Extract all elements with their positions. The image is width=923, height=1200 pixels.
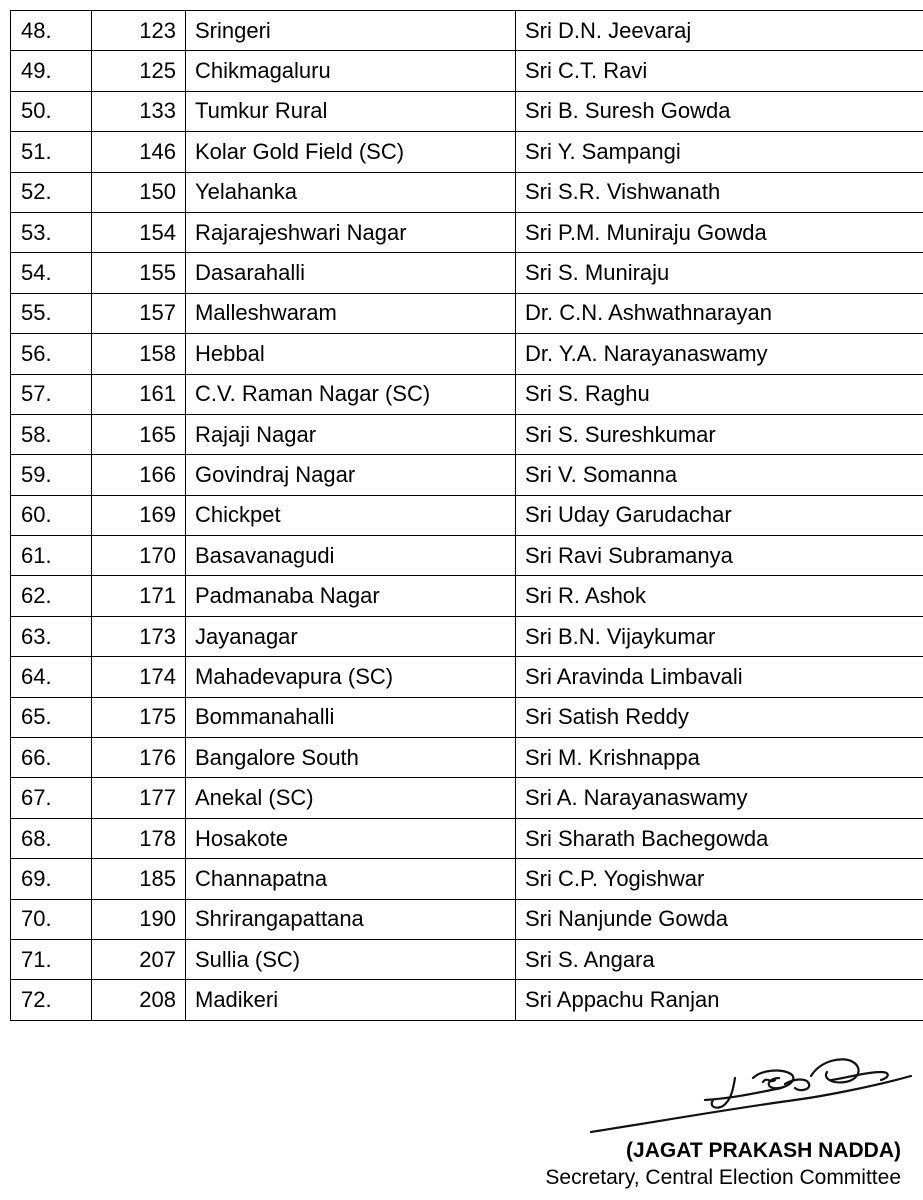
candidate-name-cell: Sri S. Raghu (516, 374, 923, 414)
candidate-name-cell: Sri V. Somanna (516, 455, 923, 495)
constituency-name-cell: Malleshwaram (186, 293, 516, 333)
candidate-name-cell: Sri Ravi Subramanya (516, 536, 923, 576)
serial-number-cell: 68. (11, 818, 92, 858)
serial-number-cell: 67. (11, 778, 92, 818)
constituency-number-cell: 178 (92, 818, 186, 858)
candidate-name-cell: Sri Appachu Ranjan (516, 980, 923, 1020)
candidate-name-cell: Dr. C.N. Ashwathnarayan (516, 293, 923, 333)
table-row (11, 818, 923, 858)
table-row (11, 455, 923, 495)
candidate-name-cell: Sri Satish Reddy (516, 697, 923, 737)
constituency-number-cell: 207 (92, 939, 186, 979)
constituency-number-cell: 157 (92, 293, 186, 333)
serial-number-cell: 55. (11, 293, 92, 333)
constituency-name-cell: C.V. Raman Nagar (SC) (186, 374, 516, 414)
constituency-name-cell: Bangalore South (186, 738, 516, 778)
table-row (11, 253, 923, 293)
constituency-name-cell: Basavanagudi (186, 536, 516, 576)
serial-number-cell: 70. (11, 899, 92, 939)
table-row (11, 576, 923, 616)
constituency-number-cell: 185 (92, 859, 186, 899)
constituency-name-cell: Sringeri (186, 11, 516, 51)
constituency-name-cell: Hebbal (186, 334, 516, 374)
constituency-name-cell: Shrirangapattana (186, 899, 516, 939)
serial-number-cell: 50. (11, 91, 92, 131)
constituency-number-cell: 170 (92, 536, 186, 576)
table-row (11, 657, 923, 697)
constituency-name-cell: Chikmagaluru (186, 51, 516, 91)
serial-number-cell: 66. (11, 738, 92, 778)
candidate-name-cell: Sri P.M. Muniraju Gowda (516, 212, 923, 252)
candidate-list-table-wrapper (10, 10, 923, 1021)
serial-number-cell: 63. (11, 616, 92, 656)
table-row (11, 495, 923, 535)
constituency-name-cell: Bommanahalli (186, 697, 516, 737)
constituency-number-cell: 154 (92, 212, 186, 252)
candidate-name-cell: Sri B.N. Vijaykumar (516, 616, 923, 656)
serial-number-cell: 65. (11, 697, 92, 737)
constituency-name-cell: Mahadevapura (SC) (186, 657, 516, 697)
serial-number-cell: 69. (11, 859, 92, 899)
constituency-number-cell: 174 (92, 657, 186, 697)
constituency-number-cell: 173 (92, 616, 186, 656)
serial-number-cell: 48. (11, 11, 92, 51)
constituency-name-cell: Rajaji Nagar (186, 414, 516, 454)
candidate-name-cell: Sri S.R. Vishwanath (516, 172, 923, 212)
serial-number-cell: 52. (11, 172, 92, 212)
constituency-name-cell: Madikeri (186, 980, 516, 1020)
candidate-name-cell: Sri S. Muniraju (516, 253, 923, 293)
table-row (11, 697, 923, 737)
candidate-name-cell: Sri Uday Garudachar (516, 495, 923, 535)
candidate-list-table (10, 10, 923, 1021)
serial-number-cell: 62. (11, 576, 92, 616)
table-row (11, 374, 923, 414)
serial-number-cell: 56. (11, 334, 92, 374)
candidate-name-cell: Sri C.T. Ravi (516, 51, 923, 91)
constituency-number-cell: 146 (92, 132, 186, 172)
candidate-name-cell: Sri R. Ashok (516, 576, 923, 616)
serial-number-cell: 72. (11, 980, 92, 1020)
constituency-number-cell: 161 (92, 374, 186, 414)
serial-number-cell: 49. (11, 51, 92, 91)
candidate-name-cell: Sri C.P. Yogishwar (516, 859, 923, 899)
table-row (11, 172, 923, 212)
table-row (11, 738, 923, 778)
candidate-name-cell: Sri S. Sureshkumar (516, 414, 923, 454)
candidate-name-cell: Sri Nanjunde Gowda (516, 899, 923, 939)
serial-number-cell: 54. (11, 253, 92, 293)
table-row (11, 414, 923, 454)
serial-number-cell: 57. (11, 374, 92, 414)
candidate-name-cell: Sri A. Narayanaswamy (516, 778, 923, 818)
serial-number-cell: 64. (11, 657, 92, 697)
table-row (11, 859, 923, 899)
candidate-name-cell: Sri S. Angara (516, 939, 923, 979)
handwritten-signature-icon (585, 1048, 915, 1138)
constituency-name-cell: Yelahanka (186, 172, 516, 212)
table-row (11, 939, 923, 979)
table-row (11, 293, 923, 333)
constituency-name-cell: Rajarajeshwari Nagar (186, 212, 516, 252)
constituency-number-cell: 150 (92, 172, 186, 212)
table-row (11, 616, 923, 656)
constituency-number-cell: 125 (92, 51, 186, 91)
serial-number-cell: 53. (11, 212, 92, 252)
constituency-name-cell: Dasarahalli (186, 253, 516, 293)
constituency-number-cell: 133 (92, 91, 186, 131)
constituency-number-cell: 165 (92, 414, 186, 454)
serial-number-cell: 59. (11, 455, 92, 495)
table-row (11, 11, 923, 51)
constituency-number-cell: 158 (92, 334, 186, 374)
serial-number-cell: 60. (11, 495, 92, 535)
table-row (11, 132, 923, 172)
serial-number-cell: 71. (11, 939, 92, 979)
candidate-name-cell: Sri Y. Sampangi (516, 132, 923, 172)
signatory-title: Secretary, Central Election Committee (545, 1166, 901, 1189)
serial-number-cell: 51. (11, 132, 92, 172)
constituency-number-cell: 176 (92, 738, 186, 778)
table-row (11, 91, 923, 131)
table-row (11, 899, 923, 939)
constituency-number-cell: 155 (92, 253, 186, 293)
constituency-number-cell: 190 (92, 899, 186, 939)
candidate-name-cell: Sri Sharath Bachegowda (516, 818, 923, 858)
constituency-name-cell: Chickpet (186, 495, 516, 535)
candidate-name-cell: Sri D.N. Jeevaraj (516, 11, 923, 51)
table-row (11, 980, 923, 1020)
table-row (11, 334, 923, 374)
serial-number-cell: 58. (11, 414, 92, 454)
constituency-name-cell: Anekal (SC) (186, 778, 516, 818)
constituency-number-cell: 166 (92, 455, 186, 495)
constituency-name-cell: Jayanagar (186, 616, 516, 656)
candidate-name-cell: Sri Aravinda Limbavali (516, 657, 923, 697)
constituency-name-cell: Sullia (SC) (186, 939, 516, 979)
signatory-name: (JAGAT PRAKASH NADDA) (626, 1139, 901, 1162)
table-row (11, 212, 923, 252)
candidate-name-cell: Sri B. Suresh Gowda (516, 91, 923, 131)
table-row (11, 778, 923, 818)
table-row (11, 51, 923, 91)
constituency-name-cell: Kolar Gold Field (SC) (186, 132, 516, 172)
constituency-number-cell: 123 (92, 11, 186, 51)
candidate-name-cell: Sri M. Krishnappa (516, 738, 923, 778)
constituency-name-cell: Govindraj Nagar (186, 455, 516, 495)
table-row (11, 536, 923, 576)
candidate-name-cell: Dr. Y.A. Narayanaswamy (516, 334, 923, 374)
constituency-name-cell: Padmanaba Nagar (186, 576, 516, 616)
constituency-number-cell: 169 (92, 495, 186, 535)
constituency-name-cell: Tumkur Rural (186, 91, 516, 131)
constituency-number-cell: 208 (92, 980, 186, 1020)
constituency-number-cell: 177 (92, 778, 186, 818)
constituency-name-cell: Hosakote (186, 818, 516, 858)
constituency-number-cell: 175 (92, 697, 186, 737)
constituency-number-cell: 171 (92, 576, 186, 616)
candidate-table-body (11, 11, 923, 1021)
constituency-name-cell: Channapatna (186, 859, 516, 899)
serial-number-cell: 61. (11, 536, 92, 576)
